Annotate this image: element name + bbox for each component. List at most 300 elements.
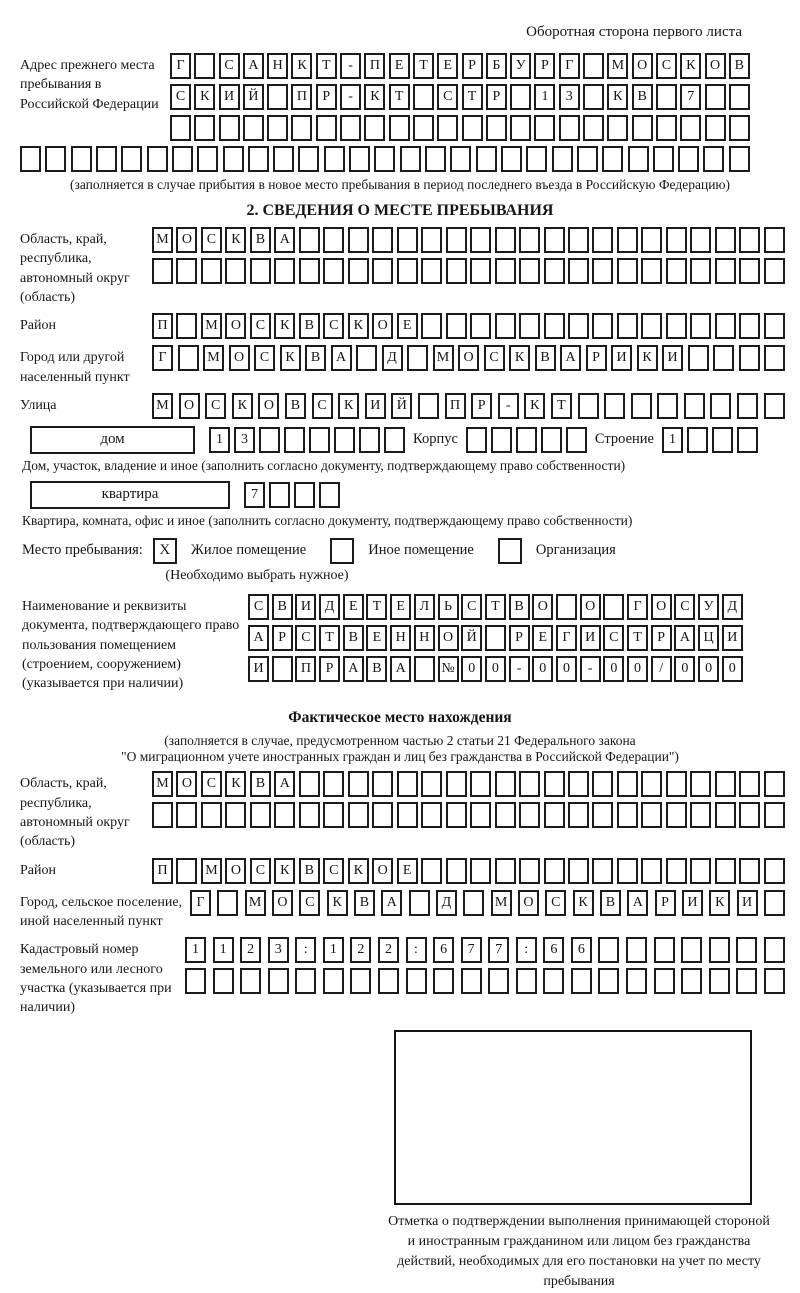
char-cell[interactable] <box>583 115 604 141</box>
char-cell[interactable]: И <box>611 345 632 371</box>
char-cell[interactable] <box>568 802 589 828</box>
char-cell[interactable] <box>617 227 638 253</box>
char-cell[interactable] <box>470 858 491 884</box>
char-cell[interactable] <box>657 393 678 419</box>
char-cell[interactable]: 1 <box>534 84 555 110</box>
char-cell[interactable]: С <box>656 53 677 79</box>
char-cell[interactable]: Р <box>655 890 676 916</box>
char-cell[interactable]: Е <box>366 625 387 651</box>
char-cell[interactable]: Р <box>651 625 672 651</box>
char-cell[interactable] <box>446 858 467 884</box>
char-cell[interactable] <box>299 258 320 284</box>
char-cell[interactable]: О <box>580 594 601 620</box>
char-cell[interactable]: К <box>709 890 730 916</box>
char-cell[interactable]: В <box>250 227 271 253</box>
char-cell[interactable] <box>121 146 142 172</box>
char-cell[interactable] <box>764 802 785 828</box>
char-cell[interactable]: С <box>295 625 316 651</box>
char-cell[interactable] <box>176 258 197 284</box>
char-cell[interactable]: 3 <box>234 427 255 453</box>
char-cell[interactable]: 0 <box>461 656 482 682</box>
char-cell[interactable]: В <box>299 858 320 884</box>
char-cell[interactable] <box>294 482 315 508</box>
char-cell[interactable] <box>628 146 649 172</box>
char-cell[interactable] <box>703 146 724 172</box>
char-cell[interactable] <box>470 227 491 253</box>
char-cell[interactable] <box>556 594 577 620</box>
char-cell[interactable] <box>583 53 604 79</box>
char-cell[interactable] <box>592 258 613 284</box>
char-cell[interactable] <box>359 427 380 453</box>
char-cell[interactable] <box>225 802 246 828</box>
char-cell[interactable]: Р <box>586 345 607 371</box>
char-cell[interactable] <box>374 146 395 172</box>
char-cell[interactable] <box>309 427 330 453</box>
char-cell[interactable]: Е <box>397 313 418 339</box>
char-cell[interactable]: 0 <box>698 656 719 682</box>
char-cell[interactable]: И <box>737 890 758 916</box>
char-cell[interactable] <box>96 146 117 172</box>
char-cell[interactable]: О <box>176 771 197 797</box>
char-cell[interactable] <box>729 146 750 172</box>
char-cell[interactable] <box>488 968 509 994</box>
char-cell[interactable]: В <box>272 594 293 620</box>
char-cell[interactable] <box>739 802 760 828</box>
char-cell[interactable]: Р <box>462 53 483 79</box>
char-cell[interactable]: С <box>170 84 191 110</box>
char-cell[interactable] <box>603 594 624 620</box>
char-cell[interactable] <box>299 771 320 797</box>
char-cell[interactable] <box>666 258 687 284</box>
char-cell[interactable] <box>715 858 736 884</box>
char-cell[interactable] <box>736 937 757 963</box>
char-cell[interactable] <box>274 802 295 828</box>
char-cell[interactable] <box>690 258 711 284</box>
char-cell[interactable] <box>654 968 675 994</box>
char-cell[interactable] <box>384 427 405 453</box>
char-cell[interactable] <box>470 313 491 339</box>
char-cell[interactable] <box>349 146 370 172</box>
char-cell[interactable] <box>250 258 271 284</box>
char-cell[interactable]: М <box>152 227 173 253</box>
char-cell[interactable] <box>687 427 708 453</box>
char-cell[interactable] <box>491 427 512 453</box>
char-cell[interactable] <box>690 227 711 253</box>
char-cell[interactable]: 1 <box>209 427 230 453</box>
char-cell[interactable] <box>552 146 573 172</box>
char-cell[interactable] <box>764 890 785 916</box>
char-cell[interactable] <box>680 115 701 141</box>
char-cell[interactable]: С <box>201 771 222 797</box>
char-cell[interactable]: А <box>343 656 364 682</box>
char-cell[interactable] <box>348 802 369 828</box>
char-cell[interactable]: - <box>580 656 601 682</box>
char-cell[interactable]: Т <box>627 625 648 651</box>
char-cell[interactable] <box>729 115 750 141</box>
char-cell[interactable]: С <box>248 594 269 620</box>
char-cell[interactable]: Н <box>390 625 411 651</box>
char-cell[interactable] <box>470 771 491 797</box>
char-cell[interactable]: В <box>535 345 556 371</box>
char-cell[interactable]: М <box>433 345 454 371</box>
char-cell[interactable] <box>495 258 516 284</box>
char-cell[interactable] <box>71 146 92 172</box>
char-cell[interactable] <box>437 115 458 141</box>
char-cell[interactable]: К <box>232 393 253 419</box>
char-cell[interactable] <box>201 802 222 828</box>
char-cell[interactable]: Е <box>397 858 418 884</box>
char-cell[interactable] <box>378 968 399 994</box>
char-cell[interactable]: К <box>291 53 312 79</box>
char-cell[interactable] <box>323 802 344 828</box>
char-cell[interactable] <box>764 313 785 339</box>
char-cell[interactable] <box>397 802 418 828</box>
char-cell[interactable]: С <box>323 313 344 339</box>
char-cell[interactable] <box>666 802 687 828</box>
char-cell[interactable]: С <box>312 393 333 419</box>
char-cell[interactable] <box>433 968 454 994</box>
char-cell[interactable] <box>20 146 41 172</box>
char-cell[interactable]: И <box>662 345 683 371</box>
char-cell[interactable]: С <box>603 625 624 651</box>
char-cell[interactable] <box>409 890 430 916</box>
char-cell[interactable] <box>197 146 218 172</box>
char-cell[interactable] <box>425 146 446 172</box>
char-cell[interactable]: 0 <box>485 656 506 682</box>
char-cell[interactable]: В <box>299 313 320 339</box>
char-cell[interactable]: С <box>674 594 695 620</box>
char-cell[interactable] <box>45 146 66 172</box>
char-cell[interactable]: П <box>152 313 173 339</box>
char-cell[interactable]: К <box>274 858 295 884</box>
char-cell[interactable]: К <box>364 84 385 110</box>
char-cell[interactable] <box>176 313 197 339</box>
char-cell[interactable] <box>510 84 531 110</box>
char-cell[interactable]: Г <box>627 594 648 620</box>
char-cell[interactable]: С <box>201 227 222 253</box>
char-cell[interactable] <box>316 115 337 141</box>
char-cell[interactable]: В <box>366 656 387 682</box>
char-cell[interactable]: Е <box>532 625 553 651</box>
char-cell[interactable]: Е <box>390 594 411 620</box>
char-cell[interactable]: П <box>291 84 312 110</box>
char-cell[interactable]: 2 <box>240 937 261 963</box>
char-cell[interactable] <box>194 53 215 79</box>
char-cell[interactable] <box>323 968 344 994</box>
char-cell[interactable]: М <box>152 771 173 797</box>
char-cell[interactable] <box>510 115 531 141</box>
char-cell[interactable] <box>495 802 516 828</box>
char-cell[interactable]: М <box>203 345 224 371</box>
char-cell[interactable]: С <box>254 345 275 371</box>
char-cell[interactable] <box>397 771 418 797</box>
char-cell[interactable] <box>519 802 540 828</box>
char-cell[interactable]: И <box>365 393 386 419</box>
char-cell[interactable] <box>284 427 305 453</box>
char-cell[interactable] <box>544 313 565 339</box>
char-cell[interactable]: № <box>438 656 459 682</box>
char-cell[interactable] <box>739 227 760 253</box>
char-cell[interactable]: Г <box>556 625 577 651</box>
char-cell[interactable] <box>626 968 647 994</box>
char-cell[interactable] <box>641 771 662 797</box>
char-cell[interactable]: Д <box>436 890 457 916</box>
char-cell[interactable] <box>319 482 340 508</box>
char-cell[interactable]: О <box>651 594 672 620</box>
char-cell[interactable]: Т <box>319 625 340 651</box>
char-cell[interactable] <box>519 227 540 253</box>
char-cell[interactable] <box>739 345 760 371</box>
char-cell[interactable]: Н <box>267 53 288 79</box>
char-cell[interactable]: Л <box>414 594 435 620</box>
char-cell[interactable] <box>485 625 506 651</box>
char-cell[interactable]: - <box>509 656 530 682</box>
char-cell[interactable] <box>389 115 410 141</box>
char-cell[interactable] <box>688 345 709 371</box>
char-cell[interactable] <box>350 968 371 994</box>
char-cell[interactable] <box>604 393 625 419</box>
char-cell[interactable]: 7 <box>244 482 265 508</box>
char-cell[interactable]: Р <box>272 625 293 651</box>
char-cell[interactable] <box>544 858 565 884</box>
char-cell[interactable] <box>598 968 619 994</box>
char-cell[interactable] <box>421 771 442 797</box>
char-cell[interactable] <box>421 227 442 253</box>
char-cell[interactable]: А <box>627 890 648 916</box>
char-cell[interactable] <box>516 968 537 994</box>
char-cell[interactable] <box>323 258 344 284</box>
char-cell[interactable]: 3 <box>268 937 289 963</box>
char-cell[interactable] <box>407 345 428 371</box>
char-cell[interactable] <box>348 258 369 284</box>
char-cell[interactable] <box>397 227 418 253</box>
char-cell[interactable] <box>534 115 555 141</box>
char-cell[interactable]: В <box>729 53 750 79</box>
char-cell[interactable]: А <box>274 771 295 797</box>
char-cell[interactable]: В <box>305 345 326 371</box>
char-cell[interactable] <box>470 802 491 828</box>
char-cell[interactable]: 3 <box>559 84 580 110</box>
char-cell[interactable]: 0 <box>627 656 648 682</box>
char-cell[interactable]: П <box>445 393 466 419</box>
char-cell[interactable]: С <box>250 313 271 339</box>
char-cell[interactable] <box>578 393 599 419</box>
char-cell[interactable]: Д <box>319 594 340 620</box>
char-cell[interactable]: Н <box>414 625 435 651</box>
char-cell[interactable] <box>372 802 393 828</box>
char-cell[interactable]: К <box>225 771 246 797</box>
char-cell[interactable] <box>617 771 638 797</box>
char-cell[interactable]: Т <box>462 84 483 110</box>
char-cell[interactable] <box>583 84 604 110</box>
char-cell[interactable] <box>764 771 785 797</box>
char-cell[interactable]: 0 <box>603 656 624 682</box>
char-cell[interactable] <box>617 258 638 284</box>
char-cell[interactable]: О <box>532 594 553 620</box>
char-cell[interactable]: В <box>354 890 375 916</box>
char-cell[interactable]: О <box>179 393 200 419</box>
char-cell[interactable]: О <box>272 890 293 916</box>
char-cell[interactable] <box>710 393 731 419</box>
residential-checkbox[interactable]: X <box>153 538 177 564</box>
char-cell[interactable]: Р <box>486 84 507 110</box>
char-cell[interactable] <box>684 393 705 419</box>
char-cell[interactable]: 0 <box>674 656 695 682</box>
char-cell[interactable]: К <box>280 345 301 371</box>
char-cell[interactable]: К <box>348 313 369 339</box>
char-cell[interactable]: Р <box>316 84 337 110</box>
char-cell[interactable]: К <box>274 313 295 339</box>
char-cell[interactable]: К <box>637 345 658 371</box>
char-cell[interactable]: О <box>705 53 726 79</box>
char-cell[interactable] <box>466 427 487 453</box>
char-cell[interactable] <box>764 858 785 884</box>
char-cell[interactable]: О <box>438 625 459 651</box>
char-cell[interactable]: Й <box>461 625 482 651</box>
char-cell[interactable] <box>225 258 246 284</box>
char-cell[interactable]: А <box>390 656 411 682</box>
char-cell[interactable] <box>681 968 702 994</box>
char-cell[interactable]: С <box>250 858 271 884</box>
char-cell[interactable] <box>372 771 393 797</box>
char-cell[interactable] <box>543 968 564 994</box>
char-cell[interactable] <box>764 258 785 284</box>
char-cell[interactable] <box>476 146 497 172</box>
char-cell[interactable] <box>592 771 613 797</box>
char-cell[interactable]: М <box>245 890 266 916</box>
char-cell[interactable] <box>764 937 785 963</box>
char-cell[interactable] <box>176 858 197 884</box>
char-cell[interactable]: К <box>573 890 594 916</box>
char-cell[interactable] <box>632 115 653 141</box>
char-cell[interactable]: И <box>580 625 601 651</box>
char-cell[interactable]: А <box>274 227 295 253</box>
char-cell[interactable]: Т <box>551 393 572 419</box>
char-cell[interactable] <box>526 146 547 172</box>
char-cell[interactable]: 1 <box>185 937 206 963</box>
char-cell[interactable] <box>298 146 319 172</box>
char-cell[interactable]: 6 <box>543 937 564 963</box>
char-cell[interactable]: К <box>348 858 369 884</box>
char-cell[interactable]: Р <box>509 625 530 651</box>
char-cell[interactable] <box>705 84 726 110</box>
char-cell[interactable]: С <box>461 594 482 620</box>
organization-checkbox[interactable] <box>498 538 522 564</box>
char-cell[interactable]: О <box>372 858 393 884</box>
char-cell[interactable]: О <box>229 345 250 371</box>
char-cell[interactable]: К <box>509 345 530 371</box>
char-cell[interactable] <box>764 227 785 253</box>
char-cell[interactable] <box>568 227 589 253</box>
char-cell[interactable]: И <box>295 594 316 620</box>
char-cell[interactable] <box>295 968 316 994</box>
char-cell[interactable] <box>678 146 699 172</box>
char-cell[interactable]: О <box>225 313 246 339</box>
char-cell[interactable] <box>559 115 580 141</box>
char-cell[interactable] <box>501 146 522 172</box>
char-cell[interactable]: К <box>680 53 701 79</box>
char-cell[interactable] <box>715 313 736 339</box>
char-cell[interactable] <box>299 802 320 828</box>
char-cell[interactable]: 7 <box>680 84 701 110</box>
char-cell[interactable] <box>739 858 760 884</box>
char-cell[interactable]: А <box>560 345 581 371</box>
char-cell[interactable]: Е <box>389 53 410 79</box>
char-cell[interactable]: Г <box>152 345 173 371</box>
char-cell[interactable] <box>421 258 442 284</box>
char-cell[interactable] <box>170 115 191 141</box>
char-cell[interactable] <box>715 227 736 253</box>
char-cell[interactable] <box>414 656 435 682</box>
char-cell[interactable] <box>273 146 294 172</box>
char-cell[interactable] <box>299 227 320 253</box>
char-cell[interactable] <box>641 313 662 339</box>
char-cell[interactable] <box>641 802 662 828</box>
char-cell[interactable]: С <box>205 393 226 419</box>
char-cell[interactable] <box>240 968 261 994</box>
char-cell[interactable] <box>690 858 711 884</box>
char-cell[interactable]: М <box>152 393 173 419</box>
char-cell[interactable] <box>592 227 613 253</box>
char-cell[interactable]: И <box>722 625 743 651</box>
char-cell[interactable] <box>418 393 439 419</box>
char-cell[interactable] <box>152 802 173 828</box>
char-cell[interactable]: Т <box>485 594 506 620</box>
char-cell[interactable] <box>568 858 589 884</box>
char-cell[interactable]: 7 <box>461 937 482 963</box>
char-cell[interactable]: Ц <box>698 625 719 651</box>
char-cell[interactable] <box>544 802 565 828</box>
char-cell[interactable]: Д <box>382 345 403 371</box>
char-cell[interactable] <box>519 771 540 797</box>
char-cell[interactable] <box>323 771 344 797</box>
char-cell[interactable] <box>602 146 623 172</box>
char-cell[interactable] <box>705 115 726 141</box>
char-cell[interactable]: 6 <box>571 937 592 963</box>
char-cell[interactable]: С <box>437 84 458 110</box>
char-cell[interactable] <box>577 146 598 172</box>
char-cell[interactable] <box>201 258 222 284</box>
char-cell[interactable] <box>519 313 540 339</box>
char-cell[interactable]: Г <box>170 53 191 79</box>
char-cell[interactable]: И <box>219 84 240 110</box>
char-cell[interactable] <box>715 771 736 797</box>
char-cell[interactable]: О <box>225 858 246 884</box>
char-cell[interactable] <box>666 771 687 797</box>
char-cell[interactable]: 1 <box>662 427 683 453</box>
char-cell[interactable] <box>653 146 674 172</box>
char-cell[interactable] <box>519 258 540 284</box>
char-cell[interactable]: П <box>295 656 316 682</box>
char-cell[interactable] <box>568 771 589 797</box>
char-cell[interactable] <box>568 313 589 339</box>
char-cell[interactable]: О <box>632 53 653 79</box>
char-cell[interactable]: К <box>194 84 215 110</box>
char-cell[interactable] <box>690 802 711 828</box>
char-cell[interactable] <box>172 146 193 172</box>
char-cell[interactable] <box>291 115 312 141</box>
char-cell[interactable] <box>223 146 244 172</box>
char-cell[interactable] <box>248 146 269 172</box>
char-cell[interactable] <box>267 115 288 141</box>
char-cell[interactable]: С <box>219 53 240 79</box>
char-cell[interactable]: С <box>484 345 505 371</box>
char-cell[interactable] <box>764 393 785 419</box>
char-cell[interactable] <box>617 313 638 339</box>
char-cell[interactable] <box>334 427 355 453</box>
char-cell[interactable]: Т <box>389 84 410 110</box>
char-cell[interactable]: О <box>518 890 539 916</box>
